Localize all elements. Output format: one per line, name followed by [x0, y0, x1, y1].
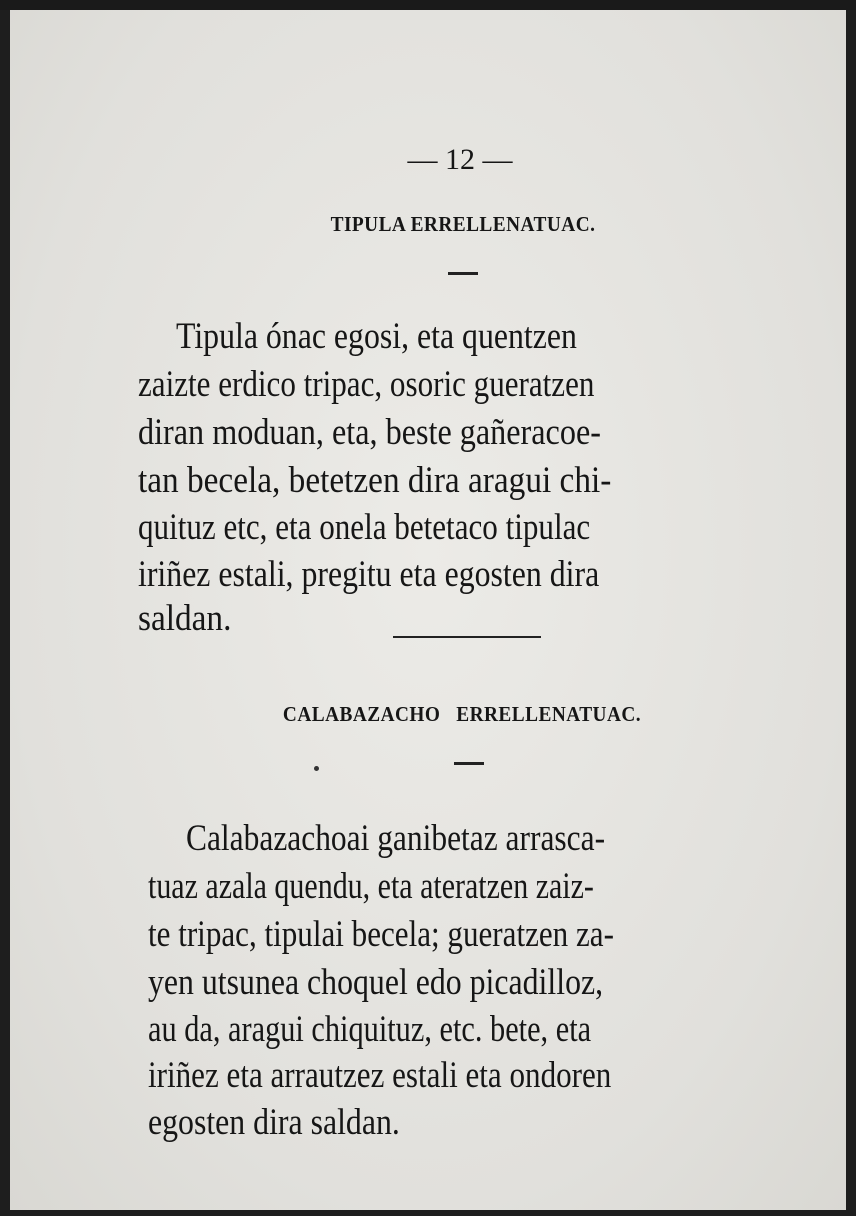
paragraph-line: zaizte erdico tripac, osoric gueratzen	[138, 364, 595, 405]
paragraph-line: tuaz azala quendu, eta ateratzen zaiz-	[148, 866, 594, 907]
section-separator	[393, 636, 541, 638]
paragraph-line: Calabazachoai ganibetaz arrasca-	[186, 818, 606, 859]
section-divider-short	[454, 762, 484, 765]
paragraph-line: iriñez eta arrautzez estali eta ondoren	[148, 1055, 612, 1096]
paragraph-line: yen utsunea choquel edo picadilloz,	[148, 962, 604, 1003]
paragraph-line: saldan.	[138, 598, 232, 639]
book-page	[10, 10, 846, 1210]
paragraph-line: au da, aragui chiquituz, etc. bete, eta	[148, 1009, 592, 1050]
ink-speck	[314, 766, 319, 771]
paragraph-line: quituz etc, eta onela betetaco tipulac	[138, 507, 591, 548]
paragraph-line: diran moduan, eta, beste gañeracoe-	[138, 412, 601, 453]
section-heading-tipula: TIPULA ERRELLENATUAC.	[330, 212, 596, 236]
paragraph-line: te tripac, tipulai becela; gueratzen za-	[148, 914, 614, 955]
section-divider-short	[448, 272, 478, 275]
page-number: — 12 —	[407, 143, 513, 176]
section-heading-calabazacho: CALABAZACHO ERRELLENATUAC.	[282, 702, 642, 726]
paragraph-line: tan becela, betetzen dira aragui chi-	[138, 460, 612, 501]
paragraph-line: iriñez estali, pregitu eta egosten dira	[138, 554, 600, 595]
paragraph-line: egosten dira saldan.	[148, 1102, 400, 1143]
paragraph-line: Tipula ónac egosi, eta quentzen	[176, 316, 577, 357]
scan-border	[0, 0, 856, 10]
